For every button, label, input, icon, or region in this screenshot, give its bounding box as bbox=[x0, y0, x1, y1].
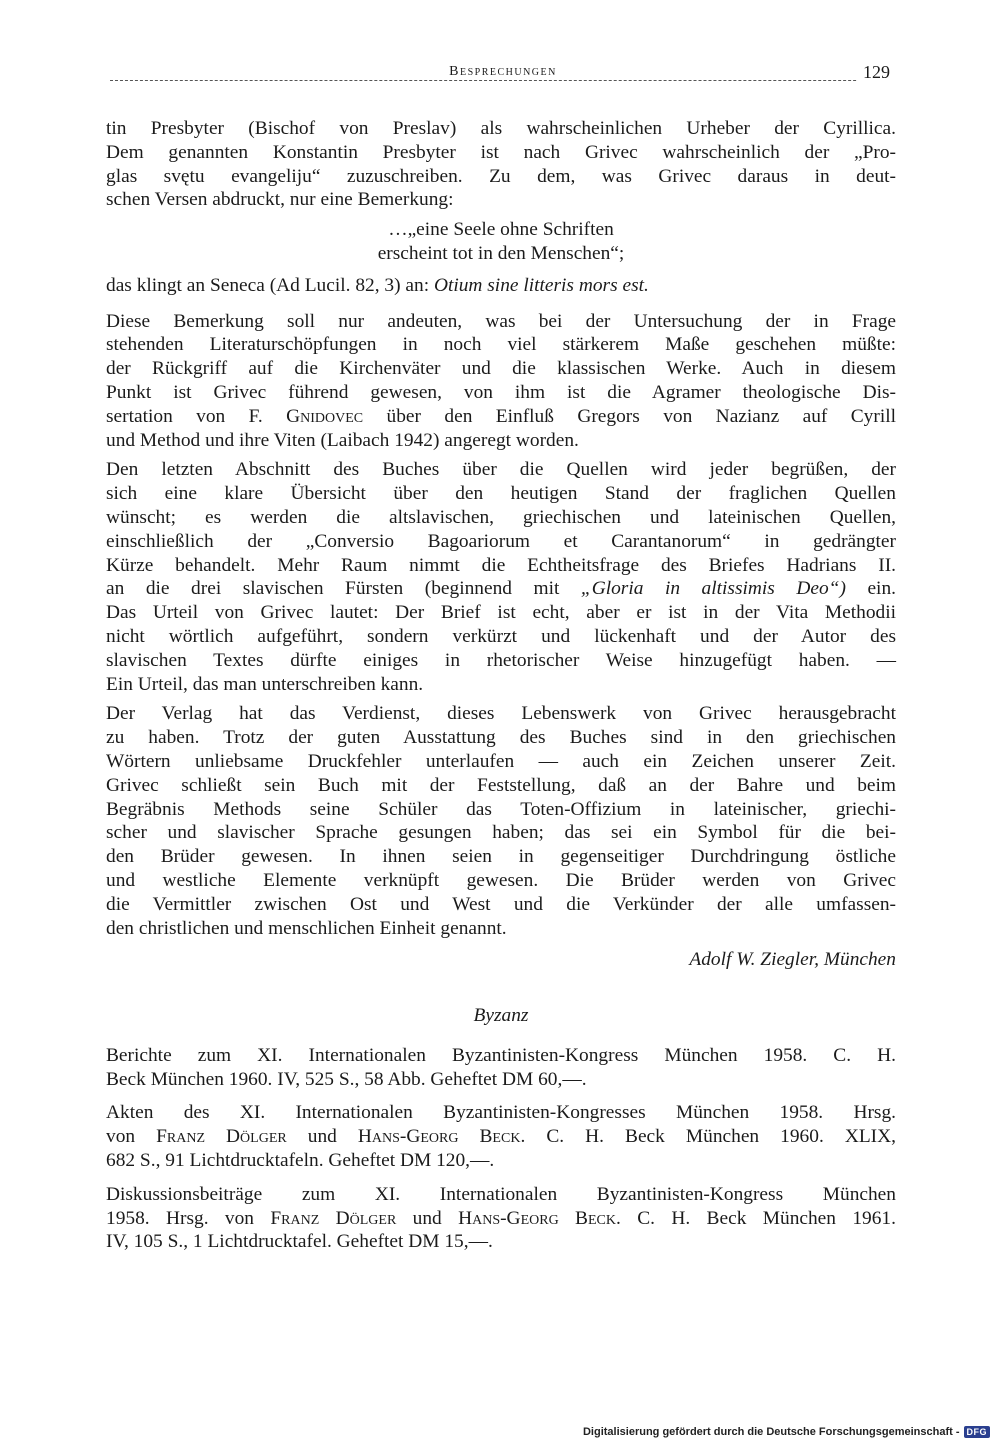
verse-line: erscheint tot in den Menschen“; bbox=[377, 242, 625, 264]
header-rule bbox=[110, 80, 896, 81]
editor-name: Hans-Georg Beck bbox=[458, 1207, 616, 1229]
latin-quote: Otium sine litteris mors est. bbox=[433, 274, 649, 296]
text-line: slavischen Textes dürfte einiges in rhetorischer Weise hinzugefügt haben. — bbox=[106, 649, 896, 671]
author-name: Gnidovec bbox=[286, 405, 364, 427]
text-line: Ein Urteil, das man unterschreiben kann. bbox=[106, 673, 424, 695]
text-line: Das Urteil von Grivec lautet: Der Brief ist echt, aber er ist in der Vita Methodii bbox=[106, 602, 896, 624]
text-line: von Franz Dölger und Hans-Georg Beck. C. H. Beck München 1960. XLIX, bbox=[106, 1126, 896, 1148]
text-line: Wörtern unliebsame Druckfehler unterlaufen — auch ein Zeichen unserer Zeit. bbox=[106, 750, 896, 772]
verse-line: …„eine Seele ohne Schriften bbox=[388, 219, 614, 241]
intro-paragraph bbox=[106, 117, 896, 212]
text-line: und westliche Elemente verknüpft gewesen. Die Brüder werden von Grivec bbox=[106, 869, 896, 891]
dfg-logo: DFG bbox=[964, 1426, 991, 1438]
text-line: einschließlich der „Conversio Bagoariorum et Carantanorum“ in gedrängter bbox=[106, 530, 896, 552]
text-line: Der Verlag hat das Verdienst, dieses Lebenswerk von Grivec herausgebracht bbox=[106, 703, 896, 725]
running-title: Besprechungen bbox=[110, 64, 896, 80]
text-line: Kürze behandelt. Mehr Raum nimmt die Echtheitsfrage des Briefes Hadrians II. bbox=[106, 554, 896, 576]
text-line: stehenden Literaturschöpfungen in noch viel stärkerem Maße geschehen müßte: bbox=[106, 334, 896, 356]
text-line: die Vermittler zwischen Ost und West und die Verkünder der alle umfassen- bbox=[106, 893, 896, 915]
text-line: an die drei slavischen Fürsten (beginnend mit „Gloria in altissimis Deo“) ein. bbox=[106, 578, 896, 600]
running-header bbox=[110, 62, 896, 86]
page-number: 129 bbox=[857, 62, 896, 83]
text-line: schen Versen abdruckt, nur eine Bemerkung: bbox=[106, 189, 454, 211]
paragraph-1 bbox=[106, 310, 896, 453]
text-line: den christlichen und menschlichen Einheit genannt. bbox=[106, 917, 507, 939]
text-line: sich eine klare Übersicht über den heutigen Stand der fraglichen Quellen bbox=[106, 483, 896, 505]
paragraph-2 bbox=[106, 458, 896, 696]
text-line: Beck München 1960. IV, 525 S., 58 Abb. Geheftet DM 60,—. bbox=[106, 1068, 587, 1090]
text-line: der Rückgriff auf die Kirchenväter und die klassischen Werke. Auch in diesem bbox=[106, 358, 896, 380]
text-line: Akten des XI. Internationalen Byzantinisten-Kongresses München 1958. Hrsg. bbox=[106, 1102, 896, 1124]
text-line: zu haben. Trotz der guten Ausstattung des Buches sind in den griechischen bbox=[106, 727, 896, 749]
text-line: Diese Bemerkung soll nur andeuten, was bei der Untersuchung der in Frage bbox=[106, 310, 896, 332]
text-line: 682 S., 91 Lichtdrucktafeln. Geheftet DM 120,—. bbox=[106, 1150, 495, 1172]
editor-name: Hans-Georg Beck bbox=[357, 1126, 521, 1148]
text-line: und Method und ihre Viten (Laibach 1942) angeregt worden. bbox=[106, 429, 579, 451]
text-line: sertation von F. Gnidovec über den Einfluß Gregors von Nazianz auf Cyrill bbox=[106, 405, 896, 427]
latin-quote: „Gloria in altissimis Deo“) bbox=[580, 578, 846, 600]
bibliography-entry bbox=[106, 1101, 896, 1172]
seneca-line: das klingt an Seneca (Ad Lucil. 82, 3) an: Otium sine litteris mors est. bbox=[106, 274, 649, 296]
text-line: Dem genannten Konstantin Presbyter ist nach Grivec wahrscheinlich der „Pro- bbox=[106, 141, 896, 163]
footer-text: Digitalisierung gefördert durch die Deutsche Forschungsgemeinschaft - bbox=[582, 1426, 960, 1438]
text-line: nicht wörtlich aufgeführt, sondern verkürzt und lückenhaft und der Autor des bbox=[106, 625, 896, 647]
text-line: Den letzten Abschnitt des Buches über die Quellen wird jeder begrüßen, der bbox=[106, 459, 896, 481]
text-line: glas svętu evangeliju“ zuzuschreiben. Zu dem, was Grivec daraus in deut- bbox=[106, 165, 896, 187]
section-heading: Byzanz bbox=[473, 1005, 529, 1027]
text-line: 1958. Hrsg. von Franz Dölger und Hans-Georg Beck. C. H. Beck München 1961. bbox=[106, 1207, 896, 1229]
bibliography-entry bbox=[106, 1044, 896, 1092]
editor-name: Franz Dölger bbox=[270, 1207, 397, 1229]
text-line: tin Presbyter (Bischof von Preslav) als wahrscheinlichen Urheber der Cyrillica. bbox=[106, 118, 896, 139]
text-line: den Brüder gewesen. In ihnen seien in gegenseitiger Durchdringung östliche bbox=[106, 846, 896, 868]
paragraph-3 bbox=[106, 702, 896, 940]
verse-quote bbox=[106, 218, 896, 266]
text-line: Begräbnis Methods seine Schüler das Toten-Offizium in lateinischer, griechi- bbox=[106, 798, 896, 820]
editor-name: Franz Dölger bbox=[156, 1126, 287, 1148]
text-line: Grivec schließt sein Buch mit der Feststellung, daß an der Bahre und beim bbox=[106, 774, 896, 796]
text-line: Punkt ist Grivec führend gewesen, von ihm ist die Agramer theologische Dis- bbox=[106, 381, 896, 403]
bibliography-entry bbox=[106, 1183, 896, 1254]
page-body bbox=[106, 117, 896, 1264]
text-line: IV, 105 S., 1 Lichtdrucktafel. Geheftet DM 15,—. bbox=[106, 1231, 493, 1253]
text-line: scher und slavischer Sprache gesungen haben; das sei ein Symbol für die bei- bbox=[106, 822, 896, 844]
text-line: wünscht; es werden die altslavischen, griechischen und lateinischen Quellen, bbox=[106, 506, 896, 528]
text-line: Diskussionsbeiträge zum XI. Internationalen Byzantinisten-Kongress München bbox=[106, 1183, 896, 1205]
digitization-footer bbox=[583, 1426, 990, 1438]
text-line: Berichte zum XI. Internationalen Byzantinisten-Kongress München 1958. C. H. bbox=[106, 1044, 896, 1066]
review-signature: Adolf W. Ziegler, München bbox=[689, 949, 896, 971]
